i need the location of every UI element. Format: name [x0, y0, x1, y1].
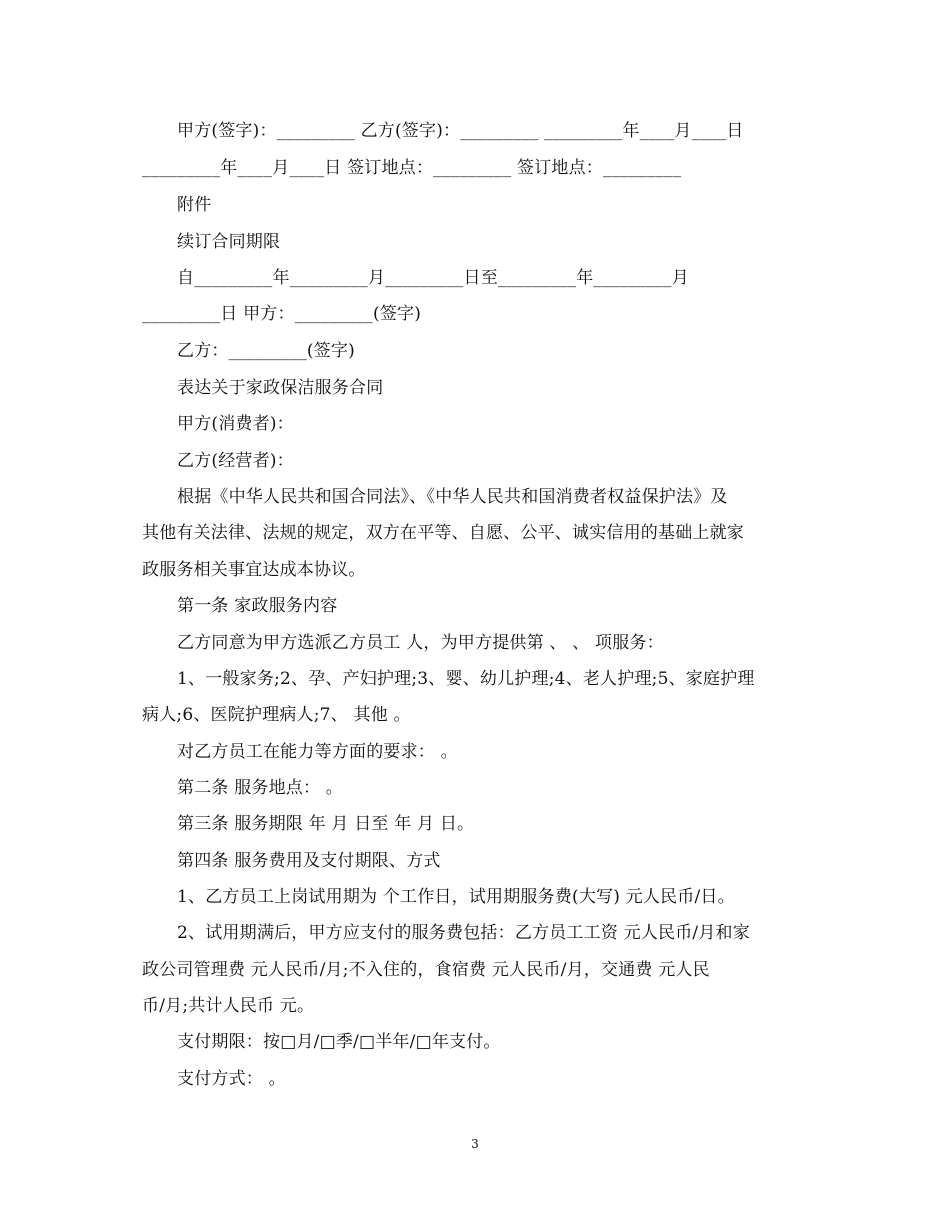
service-list-line-2: 病人;6、医院护理病人;7、 其他 。	[142, 705, 411, 725]
preamble-line-1: 根据《中华人民共和国合同法》、《中华人民共和国消费者权益保护法》及	[177, 487, 728, 507]
article-4-clause-2-line-1: 2、试用期满后，甲方应支付的服务费包括：乙方员工工资 元人民币/月和家	[177, 923, 750, 943]
article-4-clause-1: 1、乙方员工上岗试用期为 个工作日，试用期服务费(大写) 元人民币/日。	[177, 887, 735, 907]
page-number: 3	[471, 1137, 479, 1151]
article-1-heading: 第一条 家政服务内容	[177, 596, 338, 616]
payment-period: 支付期限：按□月/□季/□半年/□年支付。	[177, 1032, 501, 1052]
article-4-heading: 第四条 服务费用及支付期限、方式	[177, 851, 441, 871]
article-1-text: 乙方同意为甲方选派乙方员工 人，为甲方提供第 、 、 项服务：	[177, 633, 664, 653]
article-4-clause-2-line-3: 币/月;共计人民币 元。	[142, 996, 315, 1016]
renewal-term-date-line: 自_________年_________月_________日至_________年_________月	[177, 268, 689, 288]
contract-title: 表达关于家政保洁服务合同	[177, 378, 384, 398]
attachment-heading: 附件	[177, 195, 212, 215]
staff-requirements: 对乙方员工在能力等方面的要求： 。	[177, 742, 458, 762]
article-2: 第二条 服务地点： 。	[177, 778, 344, 798]
service-list-line-1: 1、一般家务;2、孕、产妇护理;3、婴、幼儿护理;4、老人护理;5、家庭护理	[177, 669, 755, 689]
party-a-signature-line: _________日 甲方：_________(签字)	[142, 304, 422, 324]
party-a-consumer: 甲方(消费者)：	[177, 414, 294, 434]
party-b-signature-line: 乙方：_________(签字)	[177, 341, 355, 361]
payment-method: 支付方式： 。	[177, 1069, 286, 1089]
signature-line: 甲方(签字)：_________ 乙方(签字)：_________ _________年____月____日	[177, 121, 744, 141]
signing-date-location-line: _________年____月____日 签订地点：_________ 签订地点：_________	[142, 158, 682, 178]
article-3: 第三条 服务期限 年 月 日至 年 月 日。	[177, 814, 475, 834]
article-4-clause-2-line-2: 政公司管理费 元人民币/月;不入住的，食宿费 元人民币/月，交通费 元人民	[142, 960, 710, 980]
preamble-line-2: 其他有关法律、法规的规定，双方在平等、自愿、公平、诚实信用的基础上就家	[142, 523, 744, 543]
preamble-line-3: 政服务相关事宜达成本协议。	[142, 560, 366, 580]
party-b-operator: 乙方(经营者)：	[177, 451, 294, 471]
renewal-term-heading: 续订合同期限	[177, 232, 281, 252]
